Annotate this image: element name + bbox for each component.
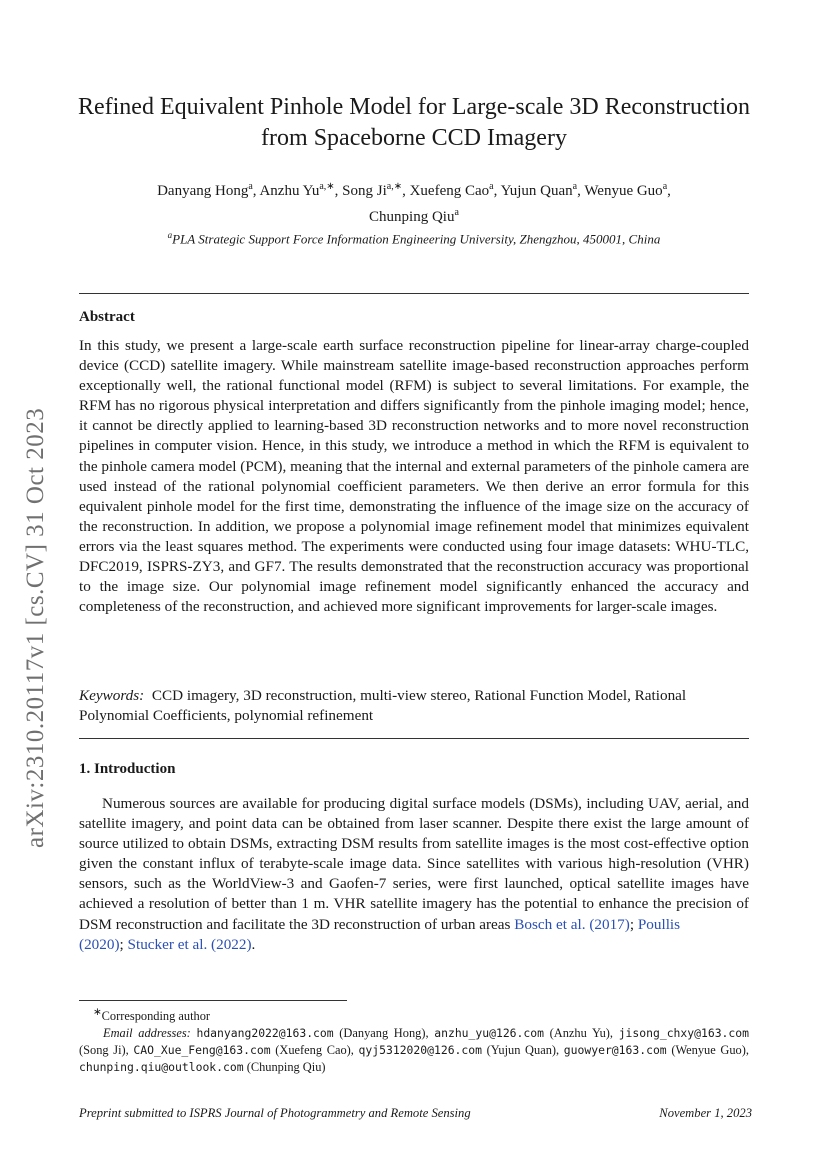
citation-link[interactable]: Bosch et al. (2017) xyxy=(514,915,630,933)
keywords-label: Keywords: xyxy=(79,687,145,704)
author-name: Anzhu Yu xyxy=(259,183,320,199)
keywords-text: CCD imagery, 3D reconstruction, multi-view stereo, Rational Function Model, Rational Polynomial Coefficients, polynomial refinement xyxy=(79,687,687,725)
abstract-body: In this study, we present a large-scale earth surface reconstruction pipeline for linear-array charge-coupled device (CCD) satellite imagery. While mainstream satellite image-based reconstruction approaches perform exceptionally well, the rational functional model (RFM) is subject to several limitations. For example, the RFM has no rigorous physical interpretation and differs significantly from the pinhole imaging model; hence, it cannot be directly applied to learning-based 3D reconstruction networks and to more novel reconstruction pipelines in computer vision. Hence, in this study, we introduce a method in which the RFM is equivalent to the pinhole camera model (PCM), meaning that the internal and external parameters of the pinhole camera are used instead of the rational polynomial coefficient parameters. We then derive an error formula for this equivalent pinhole model for the first time, demonstrating the influence of the image size on the accuracy of the reconstruction. In addition, we propose a polynomial image refinement model that minimizes equivalent errors via the least squares method. The experiments were conducted using four image datasets: WHU-TLC, DFC2019, ISPRS-ZY3, and GF7. The results demonstrated that the reconstruction accuracy was proportional to the image size. Our polynomial image refinement model significantly enhanced the accuracy and completeness of the reconstruction, and achieved more significant improvements for larger-scale images. xyxy=(79,337,749,616)
affiliation-text: PLA Strategic Support Force Information Engineering University, Zhengzhou, 450001, China xyxy=(172,231,661,247)
citation-link[interactable]: Poullis (2020) xyxy=(79,915,681,953)
section-heading-introduction: 1. Introduction xyxy=(79,761,176,777)
email-address[interactable]: CAO_Xue_Feng@163.com xyxy=(133,1043,271,1058)
author-list: Danyang Hong$^a$, Anzhu $Yu^{a,∗}$, Song $Ji^{a,∗}$, Xuefeng Cao$^a$, Yujun Quan$^a$, Wenyue Guo$^a$, Chunping Qiu$^a$ xyxy=(157,181,671,225)
email-address[interactable]: jisong_chxy@163.com xyxy=(618,1026,749,1041)
author-mark: a xyxy=(248,181,253,192)
email-address[interactable]: anzhu_yu@126.com xyxy=(434,1026,544,1041)
title-line-1: Refined Equivalent Pinhole Model for Large-scale 3D Reconstruction xyxy=(77,94,751,120)
author-mark: a xyxy=(454,207,459,218)
author-name: Xuefeng Cao xyxy=(409,183,490,199)
author-mark: a xyxy=(572,181,578,192)
author-name: Wenyue Guo xyxy=(584,183,663,199)
footnote-rule xyxy=(79,1000,347,1001)
email-address[interactable]: qyj5312020@126.com xyxy=(358,1043,482,1058)
keywords xyxy=(79,686,749,726)
divider-top xyxy=(79,293,749,294)
footnote-corresponding: ∗Corresponding author xyxy=(93,1007,211,1024)
email-address[interactable]: hdanyang2022@163.com xyxy=(196,1026,334,1041)
author-name: Danyang Hong xyxy=(157,183,249,199)
author-mark: a xyxy=(662,181,668,192)
introduction-body: Numerous sources are available for producing digital surface models (DSMs), including UAV, aerial, and satellite imagery, and point data can be obtained from laser scanner. Despite there exist the large amount of source utilized to obtain DSMs, extracting DSM results from satellite images is the most cost-effective option given the constant influx of terabyte-scale image data. Since satellites with various high-resolution (VHR) sensors, such as the WorldView-3 and Gaofen-7 series, were first launched, optical satellite images have achieved a resolution of better than 1 m. VHR satellite imagery has the potential to enhance the precision of DSM reconstruction and facilitate the 3D reconstruction of urban areas Bosch et al. (2017); Poullis (2020); Stucker et al. (2022). xyxy=(79,795,749,953)
footnotes xyxy=(79,1004,749,1076)
citation-link[interactable]: Stucker et al. (2022) xyxy=(127,935,252,953)
author-name: Chunping Qiu xyxy=(369,209,455,225)
footer-journal: Preprint submitted to ISPRS Journal of Photogrammetry and Remote Sensing xyxy=(79,1106,471,1120)
arxiv-stamp: arXiv:2310.20117v1 [cs.CV] 31 Oct 2023 xyxy=(22,407,49,848)
author-mark: a,∗ xyxy=(386,181,403,192)
footnote-emails: Email addresses: hdanyang2022@163.com (Danyang Hong), anzhu_yu@126.com (Anzhu Yu), jisong_chxy@163.com (Song Ji), CAO_Xue_Feng@163.com (Xuefeng Cao), qyj5312020@126.com (Yujun Quan), guowyer@163.com (Wenyue Guo), chunping.qiu@outlook.com (Chunping Qiu) xyxy=(79,1026,749,1075)
author-mark: a xyxy=(489,181,494,192)
author-mark: a,∗ xyxy=(319,181,335,192)
footer-date: November 1, 2023 xyxy=(659,1106,752,1120)
author-name: Yujun Quan xyxy=(500,183,573,199)
abstract-heading: Abstract xyxy=(79,309,135,325)
introduction-text: Numerous sources are available for producing digital surface models (DSMs), including UAV, aerial, and satellite imagery, and point data can be obtained from laser scanner. Despite there exist the large amount of source utilized to obtain DSMs, extracting DSM results from satellite images is the most cost-effective option given the constant influx of terabyte-scale image data. Since satellites with various high-resolution (VHR) sensors, such as the WorldView-3 and Gaofen-7 series, were first launched, optical satellite images have achieved a resolution of better than 1 m. VHR satellite imagery has the potential to enhance the precision of DSM reconstruction and facilitate the 3D reconstruction of urban areas xyxy=(79,795,749,933)
email-address[interactable]: chunping.qiu@outlook.com xyxy=(79,1060,244,1075)
divider-bottom xyxy=(79,738,749,739)
affiliation xyxy=(60,230,768,247)
page-footer xyxy=(79,1106,752,1121)
email-address[interactable]: guowyer@163.com xyxy=(563,1043,667,1058)
author-name: Song Ji xyxy=(342,183,387,199)
email-label: Email addresses: xyxy=(103,1026,191,1041)
title-line-2: from Spaceborne CCD Imagery xyxy=(261,125,567,151)
paper-title xyxy=(60,92,768,154)
affiliation-mark: a xyxy=(167,230,173,240)
